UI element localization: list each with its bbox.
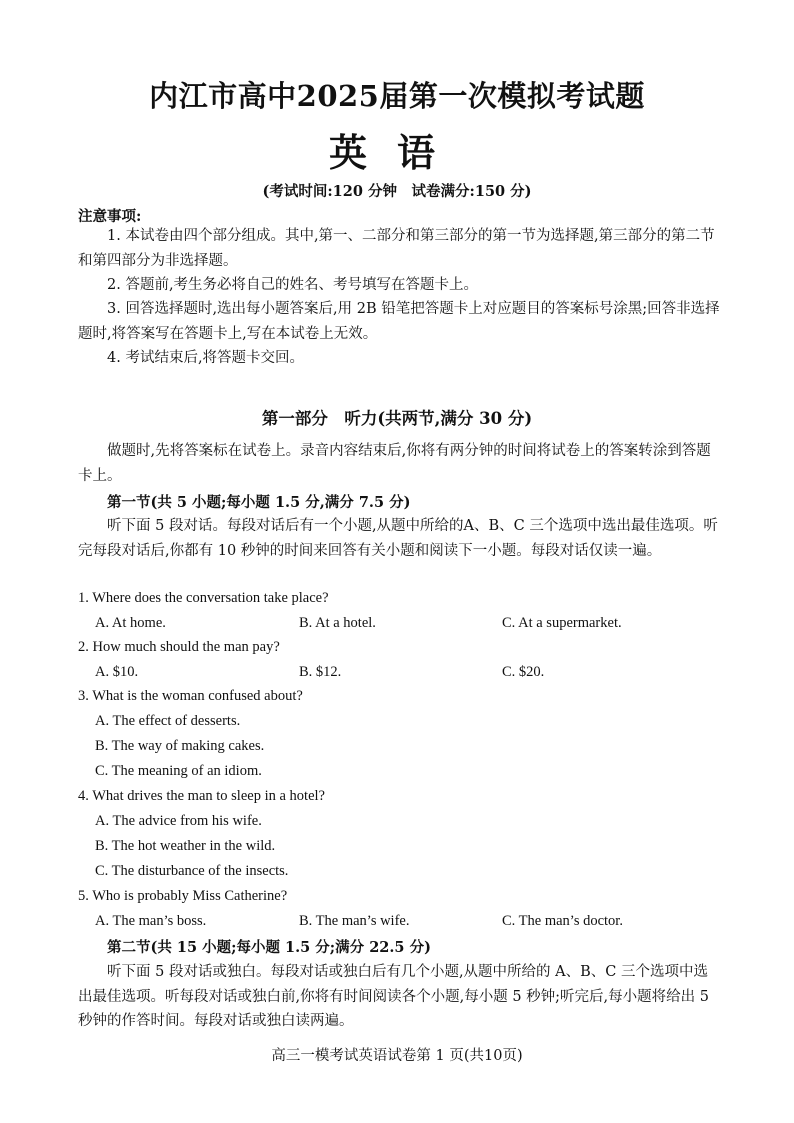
option-c: C. The disturbance of the insects.	[95, 863, 289, 879]
option-a: A. At home.	[95, 615, 166, 631]
option-b: B. The way of making cakes.	[95, 738, 265, 754]
option-c: C. The meaning of an idiom.	[95, 763, 262, 779]
question-stem: 1. Where does the conversation take place?	[78, 590, 329, 606]
notice-item: 3. 回答选择题时,选出每小题答案后,用 2B 铅笔把答题卡上对应题目的答案标号涂黑;回答非选择题时,将答案写在答题卡上,写在本试卷上无效。	[78, 301, 720, 342]
option-c: C. At a supermarket.	[502, 615, 622, 631]
notice-item: 1. 本试卷由四个部分组成。其中,第一、二部分和第三部分的第一节为选择题,第三部分的第二节和第四部分为非选择题。	[78, 228, 715, 269]
question-stem: 2. How much should the man pay?	[78, 639, 280, 655]
option-b: B. The man’s wife.	[299, 913, 410, 929]
option-a: A. $10.	[95, 664, 139, 680]
option-a: A. The advice from his wife.	[95, 813, 262, 829]
option-a: A. The effect of desserts.	[95, 713, 241, 729]
option-a: A. The man’s boss.	[95, 913, 207, 929]
notice-item: 2. 答题前,考生务必将自己的姓名、考号填写在答题卡上。	[107, 277, 479, 293]
page-footer: 高三一模考试英语试卷第 1 页(共10页)	[271, 1048, 523, 1064]
question-stem: 5. Who is probably Miss Catherine?	[78, 888, 288, 904]
question-stem: 3. What is the woman confused about?	[78, 688, 303, 704]
notice-heading: 注意事项:	[78, 208, 142, 225]
option-c: C. The man’s doctor.	[502, 913, 623, 929]
question-stem: 4. What drives the man to sleep in a hotel?	[78, 788, 325, 804]
option-b: B. $12.	[299, 664, 342, 680]
option-c: C. $20.	[502, 664, 545, 680]
exam-title: 内江市高中2025届第一次模拟考试题	[149, 79, 645, 113]
option-b: B. At a hotel.	[299, 615, 376, 631]
part1-title: 第一部分 听力(共两节,满分 30 分)	[261, 409, 533, 428]
section1-title: 第一节(共 5 小题;每小题 1.5 分,满分 7.5 分)	[107, 494, 411, 511]
section2-title: 第二节(共 15 小题;每小题 1.5 分;满分 22.5 分)	[107, 939, 431, 956]
section2-instruction: 听下面 5 段对话或独白。每段对话或独白后有几个小题,从题中所给的 A、B、C 三个选项中选出最佳选项。听每段对话或独白前,你将有时间阅读各个小题,每小题 5 秒钟;听完后,每小题将给出 5 秒钟的作答时间。每段对话或独白读两遍。	[78, 964, 709, 1029]
section1-instruction: 听下面 5 段对话。每段对话后有一个小题,从题中所给的A、B、C 三个选项中选出最佳选项。听完每段对话后,你都有 10 秒钟的时间来回答有关小题和阅读下一小题。每段对话仅读一遍。	[78, 518, 718, 559]
exam-info: (考试时间:120 分钟 试卷满分:150 分)	[262, 183, 532, 200]
option-b: B. The hot weather in the wild.	[95, 838, 276, 854]
notice-item: 4. 考试结束后,将答题卡交回。	[107, 350, 305, 366]
subject-title: 英语	[328, 130, 465, 175]
part1-intro: 做题时,先将答案标在试卷上。录音内容结束后,你将有两分钟的时间将试卷上的答案转涂到答题卡上。	[78, 443, 711, 484]
